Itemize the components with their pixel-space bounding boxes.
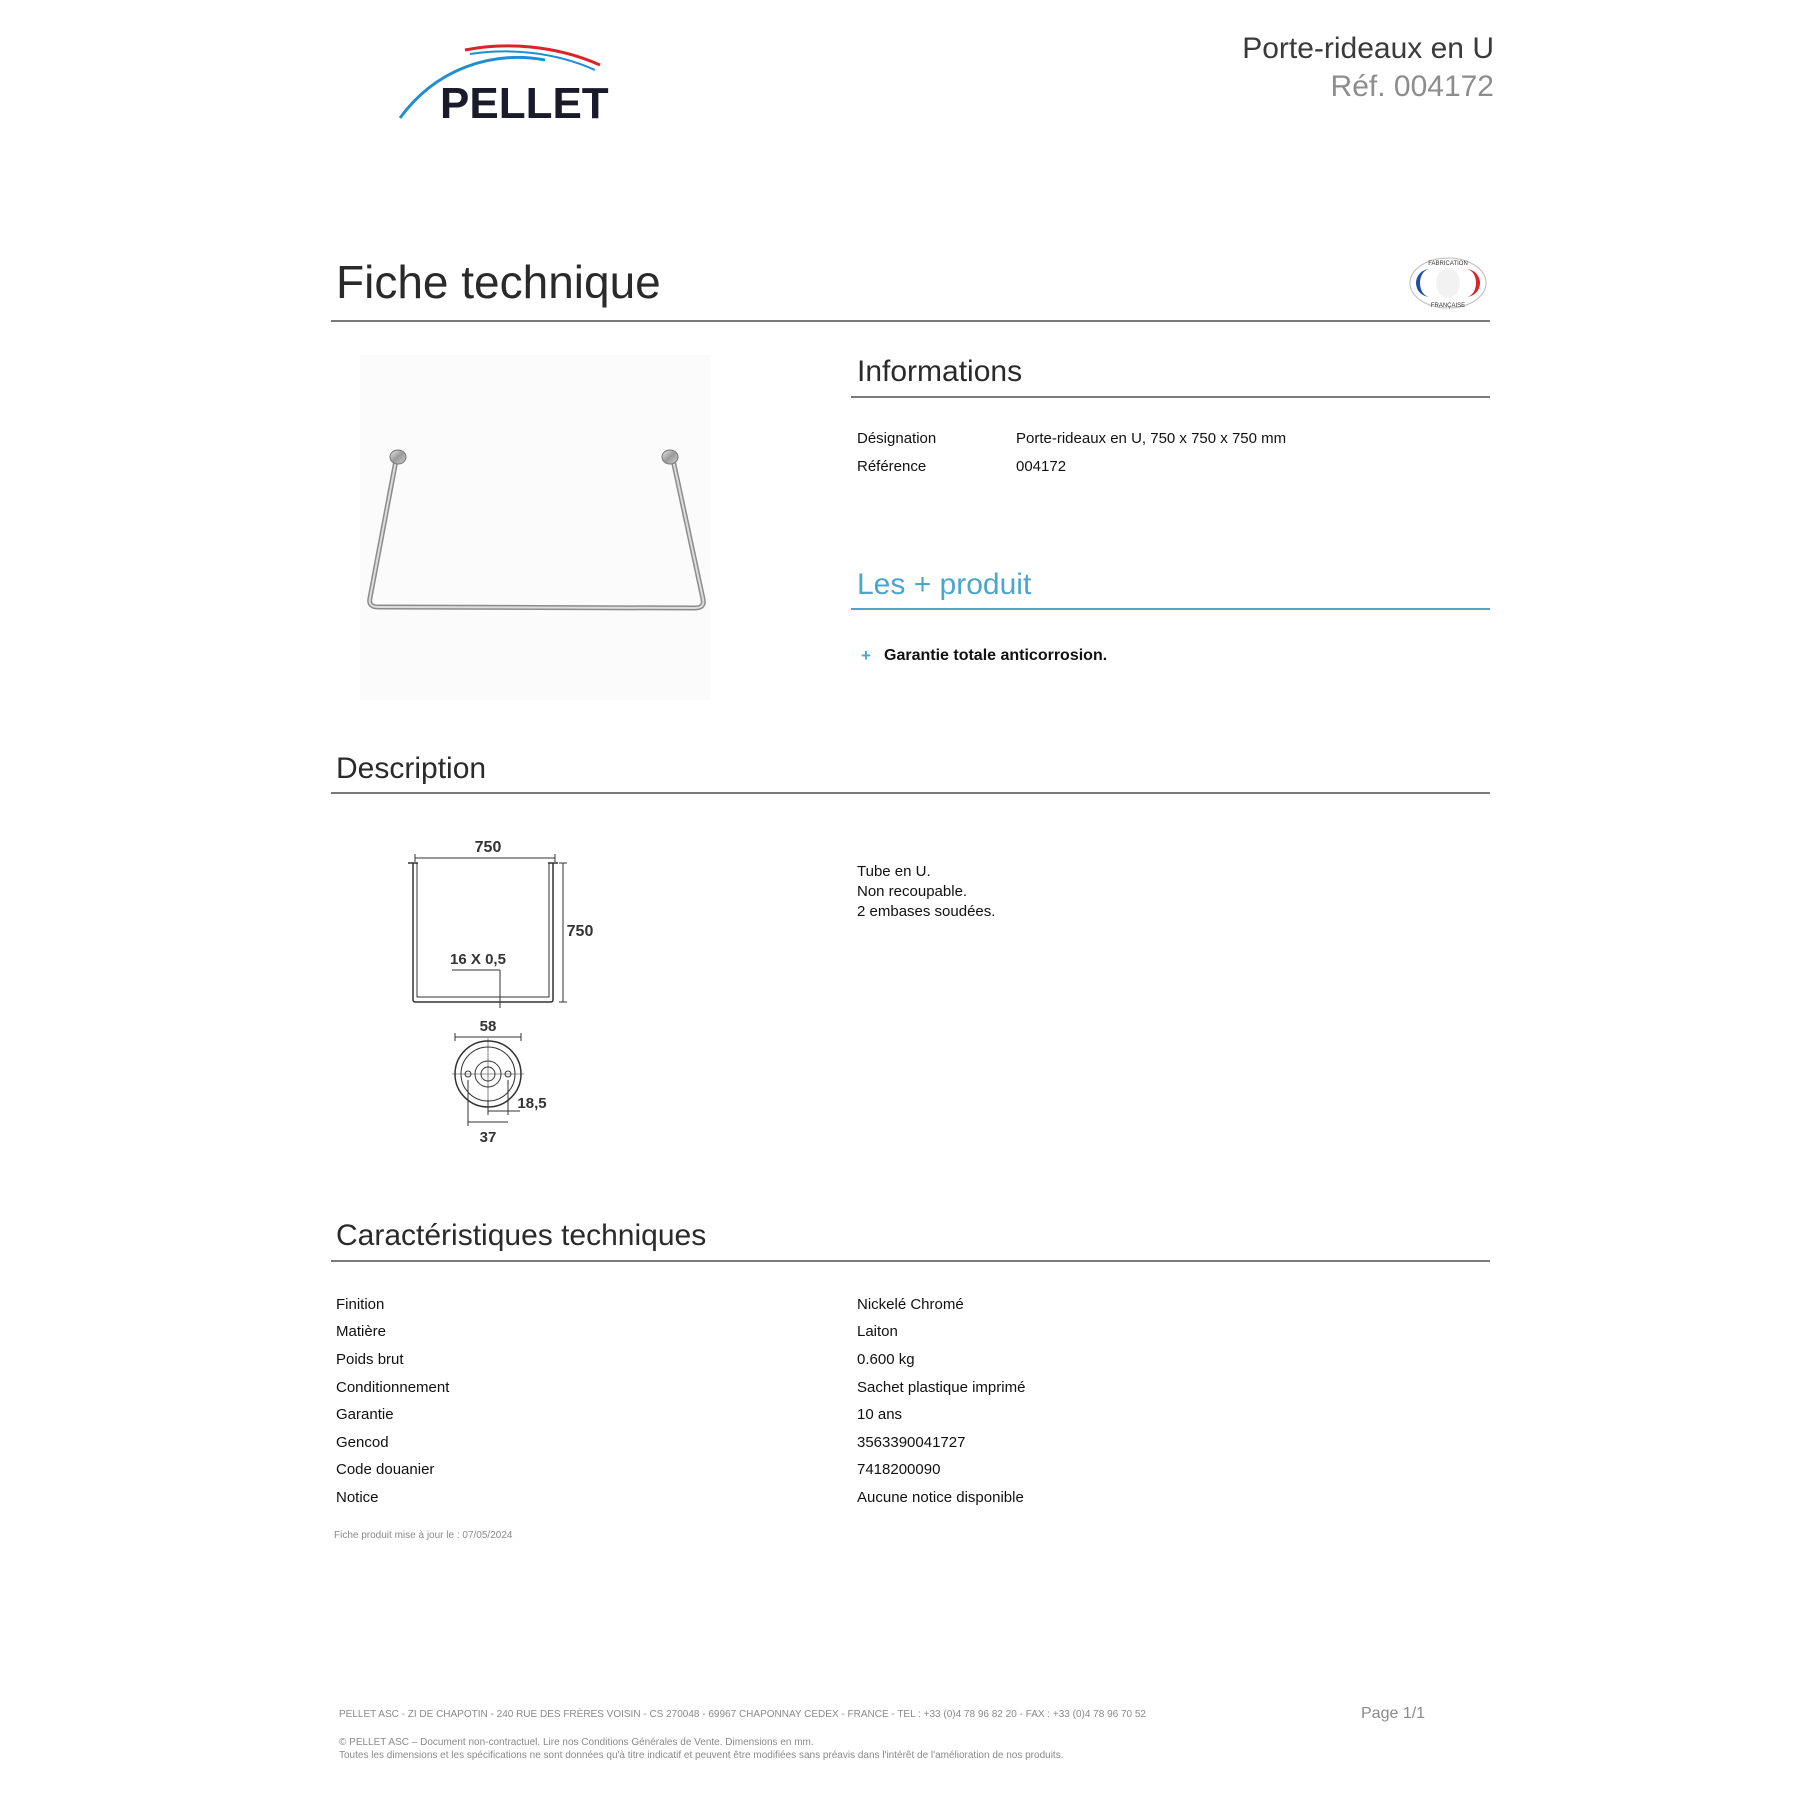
footer-address: PELLET ASC - ZI DE CHAPOTIN - 240 RUE DES FRÈRES VOISIN - CS 270048 - 69967 CHAPONNAY CEDEX - FRANCE - TEL : +33 (0)4 78 96 82 20 - FAX : +33 (0)4 78 96 70 52 (339, 1709, 1146, 1720)
spec-value-finition: Nickelé Chromé (857, 1296, 964, 1313)
spec-value-notice: Aucune notice disponible (857, 1489, 1024, 1506)
spec-label-garantie: Garantie (336, 1406, 394, 1423)
plus-produit-rule (851, 608, 1490, 610)
logo-text: PELLET (440, 79, 609, 125)
spec-label-poids: Poids brut (336, 1351, 404, 1368)
update-date: Fiche produit mise à jour le : 07/05/2024 (334, 1530, 513, 1541)
caracteristiques-rule (331, 1260, 1490, 1262)
dim-height-label: 750 (566, 923, 594, 940)
document-title: Porte-rideaux en U (1242, 32, 1494, 65)
spec-label-finition: Finition (336, 1296, 385, 1313)
spec-value-code-douanier: 7418200090 (857, 1461, 941, 1478)
badge-top-text: FABRICATION (1428, 261, 1468, 267)
hole-offset-label: 18,5 (517, 1095, 547, 1112)
description-line: Tube en U. (857, 863, 931, 880)
tube-label: 16 X 0,5 (450, 951, 506, 968)
spec-label-matiere: Matière (336, 1323, 387, 1340)
document-reference: Réf. 004172 (1330, 70, 1494, 103)
spec-value-matiere: Laiton (857, 1323, 898, 1340)
spec-label-conditionnement: Conditionnement (336, 1379, 450, 1396)
spec-label-gencod: Gencod (336, 1434, 389, 1451)
product-image (360, 355, 710, 700)
spec-value-garantie: 10 ans (857, 1406, 903, 1423)
footer-legal-2: Toutes les dimensions et les spécifications ne sont données qu'à titre indicatif et peuvent être modifiées sans préavis dans l'intérêt de l'amélioration de nos produits. (339, 1750, 1064, 1761)
info-label-designation: Désignation (857, 430, 937, 447)
footer-legal-1: © PELLET ASC – Document non-contractuel. Lire nos Conditions Générales de Vente. Dimensions en mm. (339, 1737, 814, 1748)
base-diameter-label: 58 (479, 1018, 497, 1035)
description-rule (331, 792, 1490, 794)
spec-label-code-douanier: Code douanier (336, 1461, 435, 1478)
badge-bottom-text: FRANÇAISE (1430, 303, 1466, 309)
spec-label-notice: Notice (336, 1489, 379, 1506)
caracteristiques-heading: Caractéristiques techniques (336, 1219, 707, 1252)
info-label-reference: Référence (857, 458, 927, 475)
pellet-logo (395, 40, 635, 125)
description-line: 2 embases soudées. (857, 903, 996, 920)
plus-produit-heading: Les + produit (857, 568, 1032, 601)
fabrication-francaise-badge (1408, 255, 1488, 310)
informations-rule (851, 396, 1490, 398)
plus-produit-item: Garantie totale anticorrosion. (884, 647, 1108, 664)
dim-width-label: 750 (474, 839, 502, 856)
description-line: Non recoupable. (857, 883, 968, 900)
page-number: Page 1/1 (1361, 1705, 1426, 1722)
description-heading: Description (336, 752, 487, 785)
plus-icon: + (861, 646, 871, 665)
description-text (857, 862, 995, 922)
technical-drawing (400, 830, 620, 1150)
info-value-designation: Porte-rideaux en U, 750 x 750 x 750 mm (1016, 430, 1287, 447)
title-rule (331, 320, 1490, 322)
spec-value-gencod: 3563390041727 (857, 1434, 966, 1451)
info-value-reference: 004172 (1016, 458, 1067, 475)
informations-heading: Informations (857, 355, 1023, 388)
page-title: Fiche technique (336, 256, 661, 308)
spec-value-poids: 0.600 kg (857, 1351, 915, 1368)
hole-spacing-label: 37 (479, 1129, 497, 1146)
spec-value-conditionnement: Sachet plastique imprimé (857, 1379, 1026, 1396)
